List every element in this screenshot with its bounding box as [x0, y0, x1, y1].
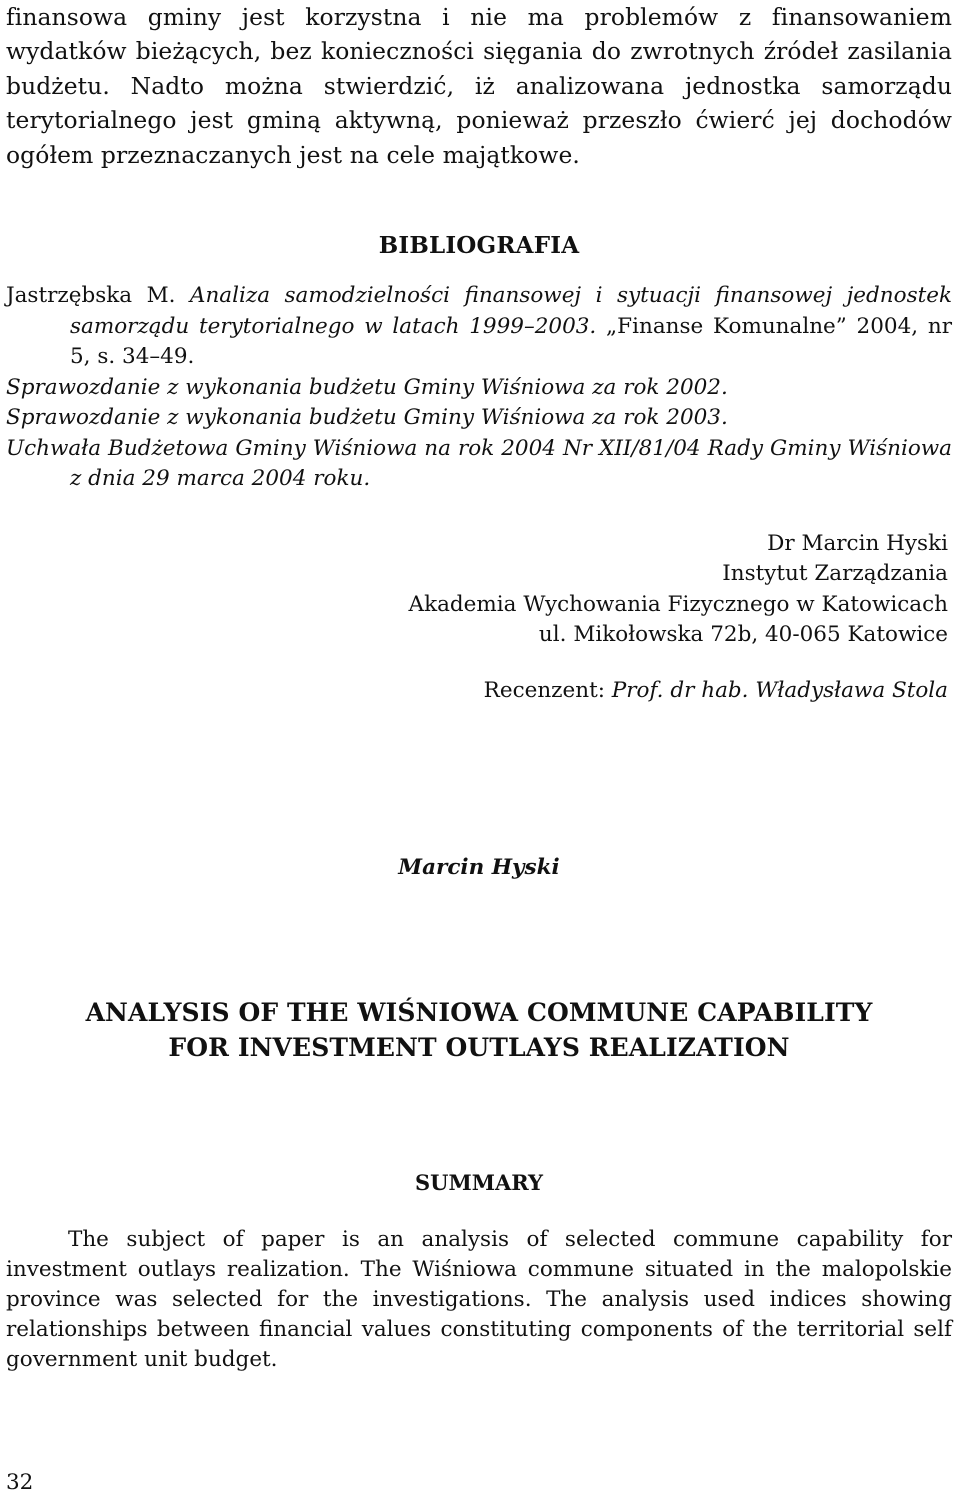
- reviewer-name: Prof. dr hab. Władysława Stola: [611, 677, 948, 703]
- english-title-line1: ANALYSIS OF THE WIŚNIOWA COMMUNE CAPABILITY: [85, 997, 873, 1027]
- reference-item: [6, 434, 952, 495]
- reference-title: Analiza samodzielności finansowej i sytuacji finansowej jednostek samorządu terytorialnego w latach 1999–2003.: [70, 283, 952, 339]
- page-number: 32: [6, 1470, 34, 1495]
- reference-title: Sprawozdanie z wykonania budżetu Gminy Wiśniowa za rok 2002.: [6, 374, 728, 400]
- english-title: [6, 995, 952, 1065]
- reference-item: [6, 373, 952, 404]
- reviewer-line: [6, 678, 952, 703]
- author-address: ul. Mikołowska 72b, 40-065 Katowice: [538, 622, 948, 648]
- bibliography-list: [6, 281, 952, 495]
- author-affiliation: [6, 529, 952, 651]
- summary-paragraph: The subject of paper is an analysis of selected commune capability for investment outlays realization. The Wiśniowa commune situated in the malopolskie province was selected for the investigations. The analysis used indices showing relationships between financial values constituting components of the territorial self government unit budget.: [6, 1226, 952, 1373]
- reference-source: „Finanse Komunalne” 2004, nr 5, s. 34–49.: [70, 313, 952, 370]
- english-title-line2: FOR INVESTMENT OUTLAYS REALIZATION: [168, 1032, 790, 1062]
- intro-paragraph: finansowa gminy jest korzystna i nie ma problemów z finansowaniem wydatków bieżących, bez konieczności sięgania do zwrotnych źródeł zasilania budżetu. Nadto można stwierdzić, iż analizowana jednostka samorządu terytorialnego jest gminą aktywną, ponieważ przeszło ćwierć jej dochodów ogółem przeznaczanych jest na cele majątkowe.: [6, 3, 952, 169]
- reference-item: [6, 281, 952, 373]
- author-academy: Akademia Wychowania Fizycznego w Katowicach: [408, 591, 948, 617]
- reviewer-label: Recenzent:: [483, 677, 612, 703]
- author-name: Dr Marcin Hyski: [767, 530, 948, 556]
- bibliography-heading: BIBLIOGRAFIA: [378, 232, 580, 260]
- reference-author: Jastrzębska M.: [6, 283, 190, 309]
- author-institute: Instytut Zarządzania: [722, 561, 948, 587]
- reference-item: [6, 403, 952, 434]
- summary-heading: SUMMARY: [414, 1169, 544, 1195]
- reference-title: Uchwała Budżetowa Gminy Wiśniowa na rok 2004 Nr XII/81/04 Rady Gminy Wiśniowa z dnia 29 marca 2004 roku.: [6, 435, 952, 492]
- reference-title: Sprawozdanie z wykonania budżetu Gminy Wiśniowa za rok 2003.: [6, 405, 728, 431]
- english-author: Marcin Hyski: [398, 854, 560, 880]
